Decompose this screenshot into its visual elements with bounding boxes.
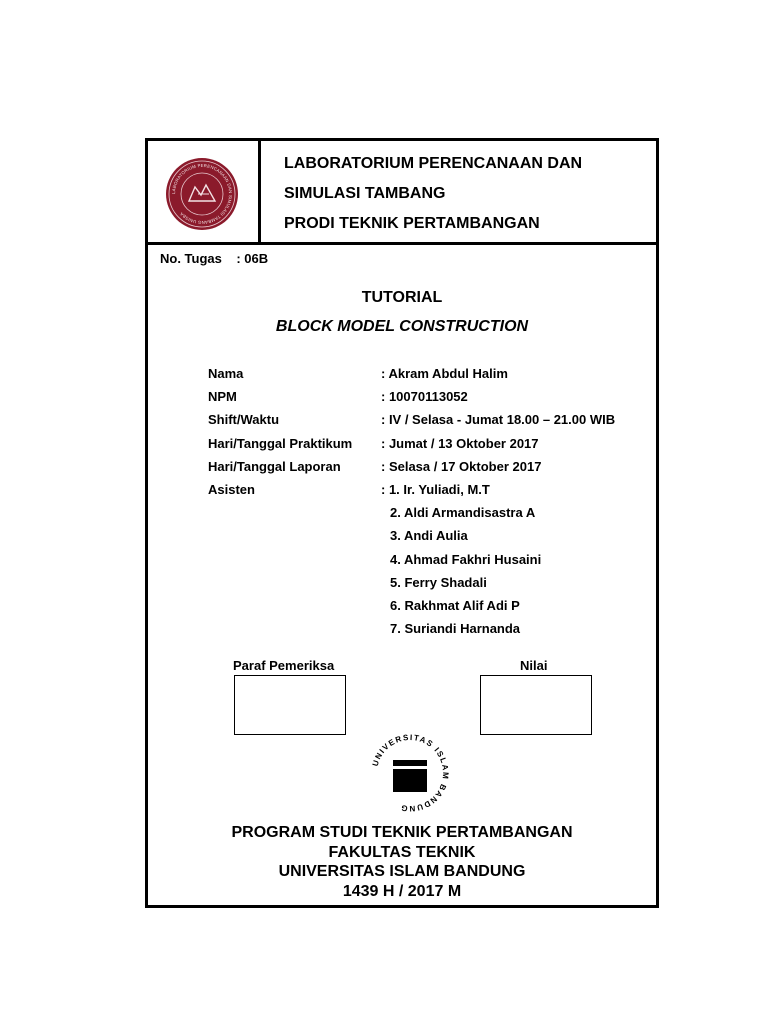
asisten-name: 5. Ferry Shadali xyxy=(390,574,487,590)
task-number-label: No. Tugas xyxy=(160,251,222,266)
university-logo-icon xyxy=(365,728,455,818)
asisten-name: 7. Suriandi Harnanda xyxy=(390,621,521,637)
info-value: : Selasa / 17 Oktober 2017 xyxy=(381,458,542,474)
lab-title-line2: SIMULASI TAMBANG xyxy=(284,185,446,202)
footer-line1: PROGRAM STUDI TEKNIK PERTAMBANGAN xyxy=(231,824,573,841)
nilai-label: Nilai xyxy=(520,658,548,673)
asisten-name: 2. Aldi Armandisastra A xyxy=(390,505,536,521)
svg-text:LABORATORIUM PERENCANAAN DAN S: LABORATORIUM PERENCANAAN DAN SIMULASI TAMBANG UNISBA xyxy=(170,162,234,226)
paraf-label: Paraf Pemeriksa xyxy=(233,658,335,673)
info-label: Nama xyxy=(208,366,244,381)
doc-subtitle: BLOCK MODEL CONSTRUCTION xyxy=(275,318,529,335)
asisten-name: 6. Rakhmat Alif Adi P xyxy=(390,597,520,613)
paraf-box xyxy=(234,675,346,735)
svg-text:UNIVERSITAS ISLAM BANDUNG: UNIVERSITAS ISLAM BANDUNG xyxy=(370,732,451,814)
header-table xyxy=(148,141,656,245)
footer-line3: UNIVERSITAS ISLAM BANDUNG xyxy=(278,863,526,880)
lab-title xyxy=(284,149,582,239)
asisten-name: 4. Ahmad Fakhri Husaini xyxy=(390,551,542,567)
info-value: : IV / Selasa - Jumat 18.00 – 21.00 WIB xyxy=(381,412,616,428)
info-label: Shift/Waktu xyxy=(208,412,280,428)
info-label: NPM xyxy=(208,389,237,405)
info-label: Hari/Tanggal Laporan xyxy=(208,458,341,474)
info-value: : 10070113052 xyxy=(381,389,468,405)
footer-block xyxy=(148,823,656,901)
footer-line4: 1439 H / 2017 M xyxy=(342,882,462,900)
lab-title-line3: PRODI TEKNIK PERTAMBANGAN xyxy=(284,215,540,232)
info-value: : Akram Abdul Halim xyxy=(381,366,508,381)
cover-frame xyxy=(145,138,659,908)
lab-title-line1: LABORATORIUM PERENCANAAN DAN xyxy=(284,155,583,172)
info-value: : Jumat / 13 Oktober 2017 xyxy=(381,435,539,451)
doc-title: TUTORIAL xyxy=(361,289,443,306)
info-label: Hari/Tanggal Praktikum xyxy=(208,435,353,451)
nilai-box xyxy=(480,675,592,735)
lab-logo-icon xyxy=(165,157,239,231)
asisten-name: 3. Andi Aulia xyxy=(390,528,468,544)
info-value: : 1. Ir. Yuliadi, M.T xyxy=(381,481,490,497)
info-label: Asisten xyxy=(208,481,255,497)
task-number xyxy=(160,251,268,266)
footer-line2: FAKULTAS TEKNIK xyxy=(328,843,476,861)
task-number-value: : 06B xyxy=(236,251,269,266)
logo-cell xyxy=(148,141,261,242)
